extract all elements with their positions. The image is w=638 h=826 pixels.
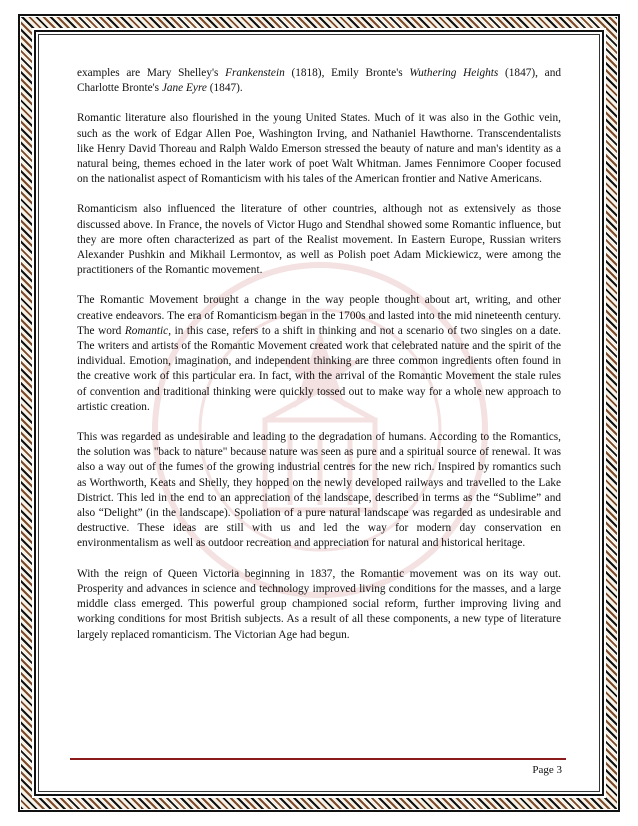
paragraph-text: Romantic literature also flourished in the young United States. Much of it was also in the Gothic vein, such as the work of Edgar Allen Poe, Washington Irving, and Nathaniel Hawthorne. Transcendentalists like Henry David Thoreau and Ralph Waldo Emerson stressed the beauty of nature and man's identity as a natural being, themes echoed in the later work of poet Walt Whitman. James Fennimore Cooper focused on the nationalist aspect of Romanticism with his tales of the American frontier and Native Americans. bbox=[77, 112, 561, 186]
paragraph-text: (1818), Emily Bronte's bbox=[284, 67, 410, 79]
italic-title-text: Romantic bbox=[124, 324, 169, 337]
page-number: Page 3 bbox=[532, 764, 562, 776]
paragraph bbox=[77, 111, 561, 187]
paragraph bbox=[77, 430, 561, 552]
paragraph bbox=[77, 567, 561, 643]
paragraph-text: (1847), and Charlotte Bronte's bbox=[77, 67, 561, 95]
paragraph-text: This was regarded as undesirable and leading to the degradation of humans. According to the Romantics, the solution was "back to nature" because nature was seen as pure and a spiritual source of renewal. It was also a way out of the fumes of the growing industrial centres for the new rich. Inspired by romantics such as Worthworth, Keats and Shelly, they hopped on the newly developed railways and travelled to the Lake District. This led in the end to an appreciation of the landscape, described in terms as the “Sublime” and also “Delight” (in the landscape). Spoliation of a pure natural landscape was regarded as undesirable and destructive. These ideas are still with us and led the way for modern day conservation en environmentalism as well as outdoor recreation and appreciation for natural and historical heritage. bbox=[77, 431, 561, 550]
paragraph-text: Romanticism also influenced the literature of other countries, although not as extensively as those discussed above. In France, the novels of Victor Hugo and Stendhal showed some Romantic influence, but they are more often characterized as part of the Realist movement. In Eastern Europe, Russian writers Alexander Pushkin and Mikhail Lermontov, as well as Polish poet Adam Mickiewicz, were among the practitioners of the Romantic movement. bbox=[77, 203, 561, 277]
paragraph-text: (1847). bbox=[206, 82, 243, 95]
paragraph bbox=[77, 202, 561, 278]
paragraph-text: , in this case, refers to a shift in thinking and not a scenario of two singles on a date. The writers and artists of the Romantic Movement created work that celebrated nature and the spirit of the individual. Emotion, imagination, and independent thinking are three common ingredients often found in the creative work of this particular era. In fact, with the arrival of the Romantic Movement the stale rules of convention and traditional thinking were quickly tossed out to make way for a whole new approach to artistic creation. bbox=[77, 324, 561, 413]
paragraph-text: examples are Mary Shelley's bbox=[77, 67, 226, 79]
italic-title-text: Jane Eyre bbox=[161, 82, 207, 95]
paragraph-text: With the reign of Queen Victoria beginning in 1837, the Romantic movement was on its way out. Prosperity and advances in science and technology improved living conditions for the masses, and a large middle class emerged. This powerful group championed social reform, further improving living and working conditions for most British subjects. As a result of all these components, a new type of literature largely replaced romanticism. The Victorian Age had begun. bbox=[77, 567, 561, 641]
italic-title-text: Wuthering Heights bbox=[409, 67, 499, 79]
paragraph bbox=[77, 66, 561, 96]
footer-rule bbox=[70, 758, 566, 760]
italic-title-text: Frankenstein bbox=[225, 67, 285, 79]
paragraph-text: The Romantic Movement brought a change in the way people thought about art, writing, and other creative endeavors. The era of Romanticism began in the 1700s and lasted into the mid nineteenth century. The word bbox=[77, 294, 561, 337]
paragraph bbox=[77, 293, 561, 415]
document-body bbox=[77, 66, 561, 658]
